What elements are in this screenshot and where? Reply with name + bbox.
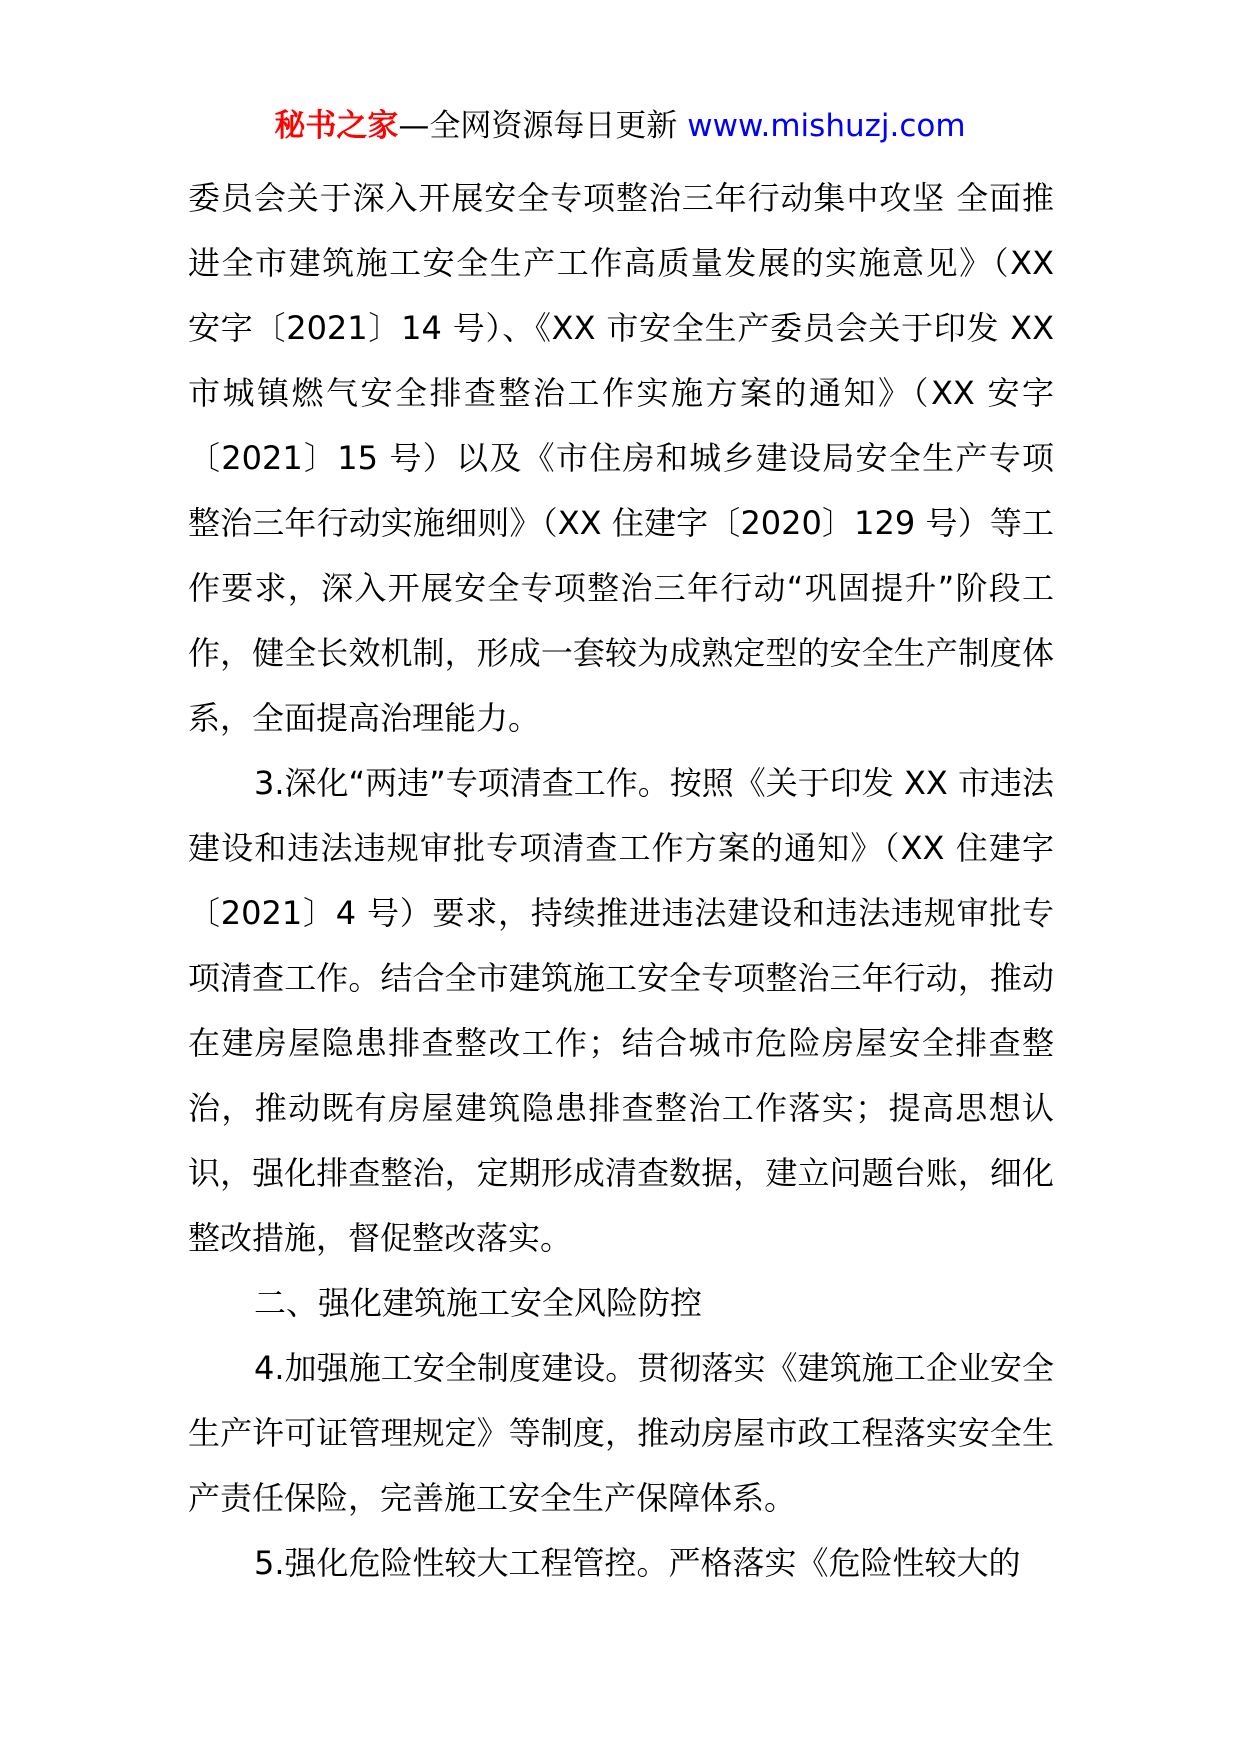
header-tagline: —全网资源每日更新 [398,108,678,144]
paragraph-item-3: 3.深化“两违”专项清查工作。按照《关于印发 XX 市违法建设和违法违规审批专项清查工作方案的通知》（XX 住建字〔2021〕4 号）要求，持续推进违法建设和违法违规审批专项清查工作。结合全市建筑施工安全专项整治三年行动，推动在建房屋隐患排查整改工作；结合城市危险房屋安全排查整治，推动既有房屋建筑隐患排查整治工作落实；提高思想认识，强化排查整治，定期形成清查数据，建立问题台账，细化整改措施，督促整改落实。 [188,764,1054,1257]
page-header [0,104,1240,148]
paragraph-item-4: 4.加强施工安全制度建设。贯彻落实《建筑施工企业安全生产许可证管理规定》等制度，推动房屋市政工程落实安全生产责任保险，完善施工安全生产保障体系。 [188,1349,1054,1517]
section-heading-2: 二、强化建筑施工安全风险防控 [254,1284,703,1322]
paragraph-item-5: 5.强化危险性较大工程管控。严格落实《危险性较大的 [254,1544,1021,1582]
brand-name: 秘书之家 [274,108,399,144]
header-url-link[interactable]: www.mishuzj.com [687,108,966,144]
paragraph-continued-opinion: 委员会关于深入开展安全专项整治三年行动集中攻坚 全面推进全市建筑施工安全生产工作高质量发展的实施意见》（XX 安字〔2021〕14 号）、《XX 市安全生产委员会关于印发 XX 市城镇燃气安全排查整治工作实施方案的通知》（XX 安字〔2021〕15 号）以及《市住房和城乡建设局安全生产专项整治三年行动实施细则》（XX 住建字〔2020〕129 号）等工作要求，深入开展安全专项整治三年行动“巩固提升”阶段工作，健全长效机制，形成一套较为成熟定型的安全生产制度体系，全面提高治理能力。 [188,179,1054,737]
document-body [188,166,1054,1596]
